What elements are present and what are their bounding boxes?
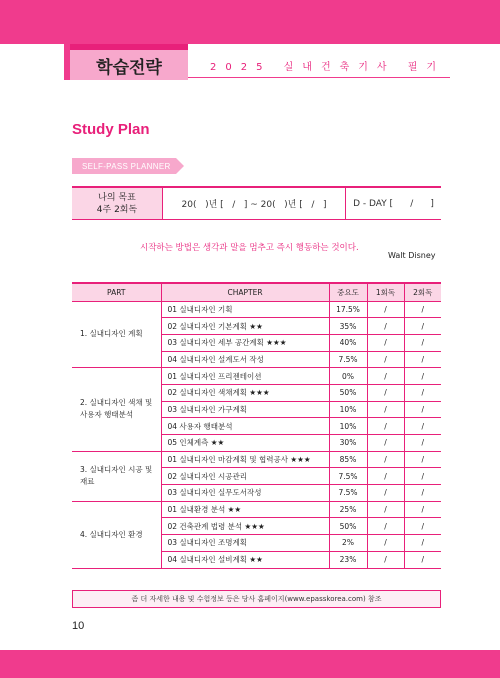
- round1-cell[interactable]: /: [367, 368, 404, 385]
- round1-cell[interactable]: /: [367, 551, 404, 568]
- chapter-cell: 03 실내디자인 가구계획: [161, 401, 329, 418]
- goal-date-range[interactable]: 20( )년 [ / ] ~ 20( )년 [ / ]: [162, 188, 345, 219]
- table-body: [72, 301, 441, 568]
- chapter-cell: 02 실내디자인 시공관리: [161, 468, 329, 485]
- importance-cell: 50%: [329, 518, 367, 535]
- round2-cell[interactable]: /: [404, 384, 441, 401]
- round1-cell[interactable]: /: [367, 435, 404, 452]
- chapter-cell: 05 인체계측 ★★: [161, 435, 329, 452]
- chapter-cell: 03 실내디자인 세부 공간계획 ★★★: [161, 334, 329, 351]
- goal-dday[interactable]: D - DAY [ / ]: [345, 188, 441, 219]
- table-row: [72, 301, 441, 318]
- table-row: [72, 368, 441, 385]
- importance-cell: 23%: [329, 551, 367, 568]
- round1-cell[interactable]: /: [367, 384, 404, 401]
- goal-label: [72, 188, 162, 219]
- importance-cell: 85%: [329, 451, 367, 468]
- chapter-cell: 03 실내디자인 조명계획: [161, 535, 329, 552]
- round2-cell[interactable]: /: [404, 518, 441, 535]
- footer-note: 좀 더 자세한 내용 및 수험정보 등은 당사 홈페이지(www.epasskorea.com) 참조: [72, 590, 441, 608]
- chapter-cell: 04 사용자 행태분석: [161, 418, 329, 435]
- round2-cell[interactable]: /: [404, 535, 441, 552]
- importance-cell: 10%: [329, 401, 367, 418]
- round2-cell[interactable]: /: [404, 468, 441, 485]
- chapter-cell: 03 실내디자인 실무도서작성: [161, 485, 329, 502]
- chapter-cell: 04 실내디자인 설계도서 작성: [161, 351, 329, 368]
- table-header-row: [72, 283, 441, 301]
- round1-cell[interactable]: /: [367, 418, 404, 435]
- round2-cell[interactable]: /: [404, 435, 441, 452]
- bottom-band: [0, 650, 500, 678]
- round1-cell[interactable]: /: [367, 468, 404, 485]
- round1-cell[interactable]: /: [367, 451, 404, 468]
- goal-label-line2: 4주 2회독: [96, 204, 138, 215]
- chapter-cell: 02 건축관계 법령 분석 ★★★: [161, 518, 329, 535]
- importance-cell: 17.5%: [329, 301, 367, 318]
- table-row: [72, 501, 441, 518]
- chapter-cell: 01 실내디자인 마감계획 및 협력공사 ★★★: [161, 451, 329, 468]
- importance-cell: 0%: [329, 368, 367, 385]
- importance-cell: 7.5%: [329, 468, 367, 485]
- round2-cell[interactable]: /: [404, 451, 441, 468]
- chapter-cell: 04 실내디자인 설비계획 ★★: [161, 551, 329, 568]
- header-meta: 2025 실내건축기사 필기: [210, 62, 446, 73]
- round1-cell[interactable]: /: [367, 485, 404, 502]
- header-round1: 1회독: [367, 283, 404, 301]
- round2-cell[interactable]: /: [404, 401, 441, 418]
- header-rule: [188, 77, 450, 78]
- part-cell: 1. 실내디자인 계획: [72, 301, 161, 368]
- importance-cell: 7.5%: [329, 485, 367, 502]
- part-cell: 2. 실내디자인 색채 및 사용자 행태분석: [72, 368, 161, 451]
- header-round2: 2회독: [404, 283, 441, 301]
- round1-cell[interactable]: /: [367, 501, 404, 518]
- quote-author: Walt Disney: [388, 251, 436, 260]
- importance-cell: 40%: [329, 334, 367, 351]
- round1-cell[interactable]: /: [367, 518, 404, 535]
- round1-cell[interactable]: /: [367, 334, 404, 351]
- table-row: [72, 451, 441, 468]
- planner-label: SELF-PASS PLANNER: [72, 158, 176, 174]
- header-part: PART: [72, 283, 161, 301]
- importance-cell: 35%: [329, 318, 367, 335]
- round1-cell[interactable]: /: [367, 535, 404, 552]
- round1-cell[interactable]: /: [367, 318, 404, 335]
- study-plan-table: [72, 282, 441, 569]
- quote-text: 시작하는 방법은 생각과 말을 멈추고 즉시 행동하는 것이다.: [140, 243, 359, 253]
- round2-cell[interactable]: /: [404, 351, 441, 368]
- chapter-cell: 02 실내디자인 기본계획 ★★: [161, 318, 329, 335]
- chapter-cell: 02 실내디자인 색채계획 ★★★: [161, 384, 329, 401]
- importance-cell: 7.5%: [329, 351, 367, 368]
- chapter-cell: 01 실내디자인 프리젠테이션: [161, 368, 329, 385]
- header-tab-title: 학습전략: [70, 44, 188, 80]
- importance-cell: 50%: [329, 384, 367, 401]
- header-chapter: CHAPTER: [161, 283, 329, 301]
- part-cell: 3. 실내디자인 시공 및 재료: [72, 451, 161, 501]
- importance-cell: 2%: [329, 535, 367, 552]
- round2-cell[interactable]: /: [404, 368, 441, 385]
- goal-label-line1: 나의 목표: [98, 192, 136, 203]
- goal-box: [72, 186, 441, 220]
- importance-cell: 25%: [329, 501, 367, 518]
- round2-cell[interactable]: /: [404, 501, 441, 518]
- page-number: 10: [72, 620, 85, 632]
- round2-cell[interactable]: /: [404, 485, 441, 502]
- chapter-cell: 01 실내디자인 기획: [161, 301, 329, 318]
- section-title: Study Plan: [72, 121, 150, 138]
- chapter-cell: 01 실내환경 분석 ★★: [161, 501, 329, 518]
- part-cell: 4. 실내디자인 환경: [72, 501, 161, 568]
- round1-cell[interactable]: /: [367, 401, 404, 418]
- round1-cell[interactable]: /: [367, 301, 404, 318]
- round1-cell[interactable]: /: [367, 351, 404, 368]
- importance-cell: 30%: [329, 435, 367, 452]
- round2-cell[interactable]: /: [404, 318, 441, 335]
- header-importance: 중요도: [329, 283, 367, 301]
- round2-cell[interactable]: /: [404, 418, 441, 435]
- round2-cell[interactable]: /: [404, 551, 441, 568]
- top-band: [0, 0, 500, 44]
- round2-cell[interactable]: /: [404, 334, 441, 351]
- importance-cell: 10%: [329, 418, 367, 435]
- round2-cell[interactable]: /: [404, 301, 441, 318]
